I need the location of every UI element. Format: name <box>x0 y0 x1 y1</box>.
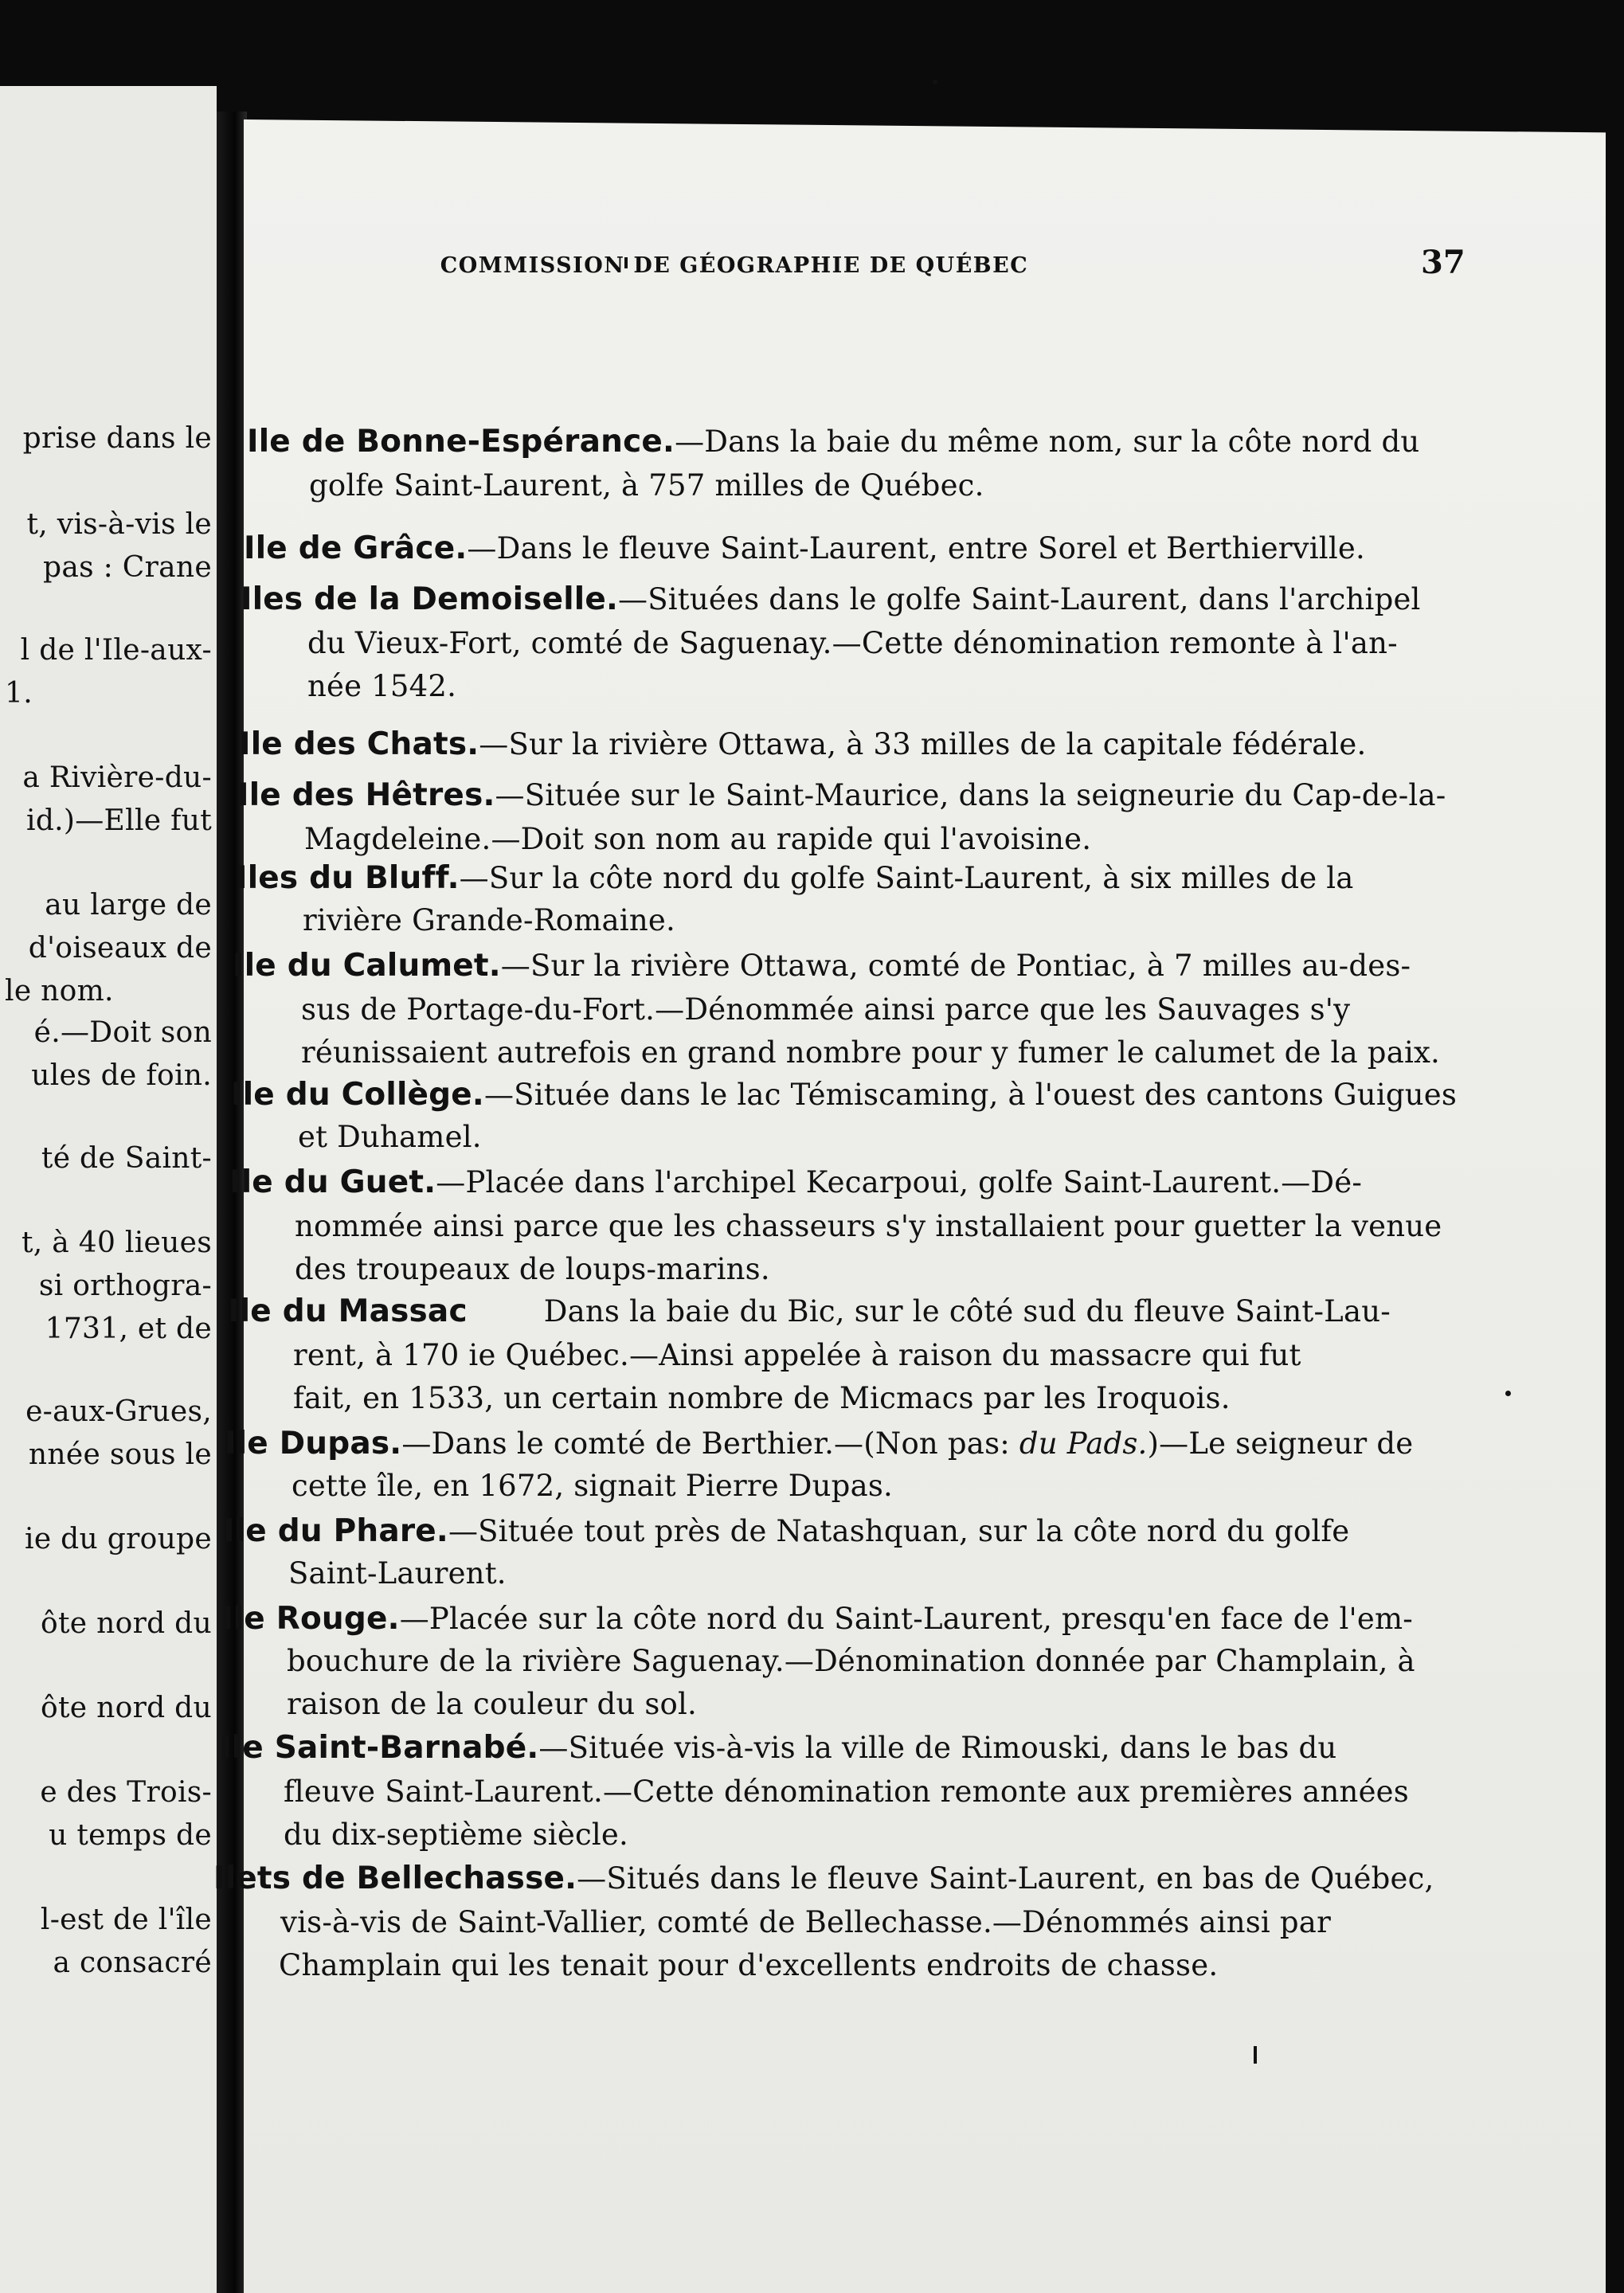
entry-line <box>225 1426 1413 1461</box>
entry-italic-text: du Pads. <box>1019 1426 1148 1461</box>
entry-text: fleuve Saint-Laurent.—Cette dénomination remonte aux premières années <box>284 1775 1409 1809</box>
entry-text: fait, en 1533, un certain nombre de Micmacs par les Iroquois. <box>293 1381 1231 1415</box>
left-page-line: si orthogra- <box>38 1270 212 1302</box>
entry-line <box>287 1687 697 1721</box>
entry-headword: Ile de Grâce. <box>244 530 468 566</box>
entry-line <box>244 530 1365 566</box>
left-page-line: au large de <box>45 889 212 922</box>
left-page-line: ie du groupe <box>25 1523 212 1555</box>
entry-text: —Sur la côte nord du golfe Saint-Laurent, à six milles de la <box>459 861 1354 895</box>
entry-text: —Placée sur la côte nord du Saint-Laurent, presqu'en face de l'em- <box>399 1602 1414 1636</box>
left-page-line: le nom. <box>5 975 114 1008</box>
left-page-line: t, vis-à-vis le <box>26 508 212 541</box>
entry-line <box>307 669 456 703</box>
entry-text: —Située dans le lac Témiscaming, à l'ouest des cantons Guigues <box>483 1078 1458 1112</box>
scan-speck <box>933 80 937 84</box>
entry-line <box>307 626 1398 660</box>
entry-text: —Sur la rivière Ottawa, à 33 milles de la capitale fédérale. <box>479 727 1367 761</box>
entry-text: Champlain qui les tenait pour d'excellents endroits de chasse. <box>279 1948 1219 1982</box>
entry-headword: Ile Dupas. <box>225 1426 402 1461</box>
entry-text: des troupeaux de loups-marins. <box>295 1252 770 1286</box>
entry-line <box>213 1861 1434 1896</box>
entry-line <box>237 777 1446 813</box>
entry-line <box>279 1948 1218 1982</box>
entry-headword: Ile du Collège. <box>231 1077 484 1113</box>
entry-line <box>233 948 1411 984</box>
entry-line <box>303 903 675 937</box>
left-page-line: e-aux-Grues, <box>25 1395 212 1428</box>
entry-text: —Situées dans le golfe Saint-Laurent, dans l'archipel <box>618 582 1421 616</box>
entry-text: —Placée dans l'archipel Kecarpoui, golfe Saint-Laurent.—Dé- <box>436 1165 1363 1199</box>
entry-line <box>287 1644 1415 1678</box>
entry-text: —Dans le fleuve Saint-Laurent, entre Sorel et Berthierville. <box>467 531 1365 565</box>
entry-line <box>304 822 1091 856</box>
entry-text: et Duhamel. <box>298 1120 482 1154</box>
entry-text: du Vieux-Fort, comté de Saguenay.—Cette dénomination remonte à l'an- <box>307 626 1398 660</box>
entry-line <box>236 860 1354 896</box>
left-page-line: u temps de <box>49 1819 212 1852</box>
entry-text: )—Le seigneur de <box>1147 1426 1414 1461</box>
left-page-line: id.)—Elle fut <box>26 804 212 837</box>
entry-line <box>280 1905 1331 1939</box>
entry-line <box>309 468 984 503</box>
entry-line <box>229 1164 1362 1200</box>
left-page-line: é.—Doit son <box>33 1016 212 1049</box>
left-page-line: 1731, et de <box>45 1313 212 1345</box>
scan-speck <box>1254 2046 1257 2064</box>
left-page-line: a consacré <box>53 1947 212 1979</box>
left-page-line: a Rivière-du- <box>22 761 212 794</box>
entry-line <box>239 726 1366 762</box>
entry-headword: Iles du Bluff. <box>236 860 460 896</box>
entry-line <box>228 1293 1391 1329</box>
entry-line <box>247 424 1419 460</box>
entry-line <box>221 1601 1413 1637</box>
entry-text: du dix-septième siècle. <box>284 1818 628 1852</box>
left-page-line: l-est de l'île <box>40 1904 212 1936</box>
running-head: COMMISSION DE GÉOGRAPHIE DE QUÉBEC <box>440 253 1029 278</box>
left-page-line: prise dans le <box>22 422 212 455</box>
entry-text: nommée ainsi parce que les chasseurs s'y installaient pour guetter la venue <box>295 1209 1442 1243</box>
entry-headword: Ile Rouge. <box>221 1601 400 1637</box>
entry-text: rent, à 170 ie Québec.—Ainsi appelée à raison du massacre qui fut <box>293 1338 1301 1372</box>
left-page-line: t, à 40 lieues <box>21 1227 212 1259</box>
entry-line <box>284 1818 628 1852</box>
entry-text: Dans la baie du Bic, sur le côté sud du fleuve Saint-Lau- <box>543 1294 1391 1328</box>
entry-text: —Située tout près de Natashquan, sur la côte nord du golfe <box>448 1514 1350 1548</box>
entry-headword: Ile du Massac <box>228 1293 468 1329</box>
entry-text: —Située sur le Saint-Maurice, dans la seigneurie du Cap-de-la- <box>495 778 1446 812</box>
entry-headword: Ile du Calumet. <box>233 948 501 984</box>
entry-text: Magdeleine.—Doit son nom au rapide qui l'avoisine. <box>304 822 1092 856</box>
entry-text: rivière Grande-Romaine. <box>303 903 675 937</box>
left-page-line: l de l'Ile-aux- <box>20 634 212 667</box>
left-page-line: d'oiseaux de <box>28 932 212 965</box>
entry-text: sus de Portage-du-Fort.—Dénommée ainsi parce que les Sauvages s'y <box>301 992 1351 1027</box>
entry-line <box>284 1775 1409 1809</box>
entry-headword: Ile Saint-Barnabé. <box>220 1730 539 1766</box>
left-page-line: ôte nord du <box>41 1607 212 1640</box>
entry-line <box>220 1730 1336 1766</box>
entry-text: raison de la couleur du sol. <box>287 1687 698 1721</box>
entry-line <box>301 1035 1440 1070</box>
entry-text: —Située vis-à-vis la ville de Rimouski, dans le bas du <box>538 1731 1337 1765</box>
book-spine <box>217 112 247 2293</box>
left-page-line: 1. <box>5 677 33 710</box>
left-page-line: e des Trois- <box>40 1776 212 1809</box>
entry-text: Saint-Laurent. <box>288 1556 507 1591</box>
left-page-line: nnée sous le <box>28 1438 212 1471</box>
entry-headword: Ile des Chats. <box>239 726 479 762</box>
entry-headword: Ile du Phare. <box>223 1513 448 1549</box>
entry-headword: Ilets de Bellechasse. <box>213 1861 577 1896</box>
entry-text: cette île, en 1672, signait Pierre Dupas. <box>292 1469 893 1503</box>
entry-headword: Iles de la Demoiselle. <box>241 581 619 617</box>
entry-line <box>241 581 1421 617</box>
entry-text: —Dans la baie du même nom, sur la côte nord du <box>675 425 1420 459</box>
entry-headword: Ile des Hêtres. <box>237 777 495 813</box>
entry-line <box>295 1209 1442 1243</box>
entry-text: —Dans le comté de Berthier.—(Non pas: <box>401 1426 1019 1461</box>
left-page-line: ôte nord du <box>41 1692 212 1724</box>
entry-line <box>301 992 1350 1027</box>
entry-text: —Situés dans le fleuve Saint-Laurent, en bas de Québec, <box>577 1861 1434 1896</box>
entry-line <box>223 1513 1349 1549</box>
entry-text: née 1542. <box>307 669 457 703</box>
entry-text: golfe Saint-Laurent, à 757 milles de Québec. <box>309 468 984 503</box>
entry-headword: Ile de Bonne-Espérance. <box>247 424 675 460</box>
page-number: 37 <box>1421 244 1466 281</box>
entry-line <box>295 1252 770 1286</box>
entry-text: réunissaient autrefois en grand nombre pour y fumer le calumet de la paix. <box>301 1035 1441 1070</box>
entry-headword: Ile du Guet. <box>229 1164 436 1200</box>
left-page-fragment <box>0 86 217 2293</box>
entry-text: vis-à-vis de Saint-Vallier, comté de Bellechasse.—Dénommés ainsi par <box>280 1905 1331 1939</box>
left-page-line: pas : Crane <box>42 551 212 584</box>
entry-text: —Sur la rivière Ottawa, comté de Pontiac, à 7 milles au-des- <box>500 949 1411 983</box>
entry-line <box>231 1077 1457 1113</box>
left-page-line: té de Saint- <box>41 1142 212 1175</box>
entry-line <box>293 1338 1301 1372</box>
left-page-line: ules de foin. <box>31 1059 212 1092</box>
entry-line <box>288 1556 507 1591</box>
scan-speck <box>1505 1391 1511 1396</box>
entry-line <box>293 1381 1231 1415</box>
entry-line <box>292 1469 893 1503</box>
entry-text: bouchure de la rivière Saguenay.—Dénomination donnée par Champlain, à <box>287 1644 1415 1678</box>
entry-line <box>298 1120 482 1154</box>
